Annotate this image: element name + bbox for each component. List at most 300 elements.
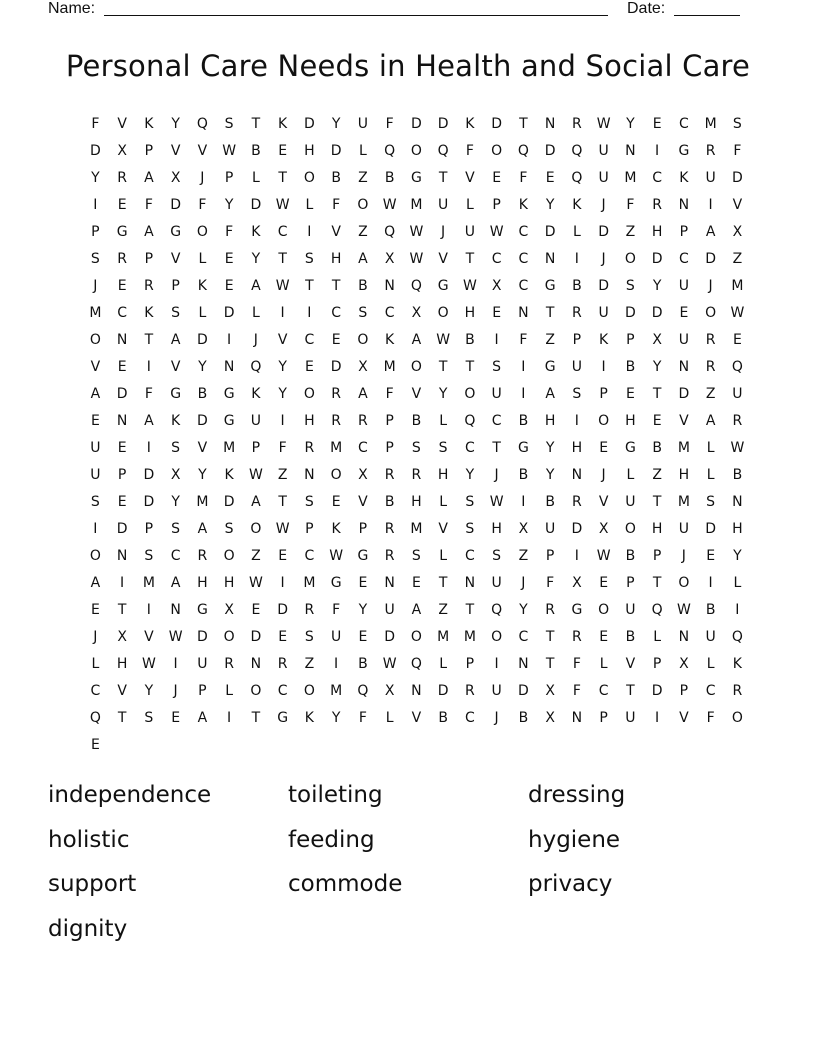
grid-cell: D [223,494,235,510]
grid-cell: Y [224,197,234,213]
grid-cell: A [90,575,101,591]
grid-cell: X [572,575,582,591]
grid-cell: D [678,386,690,402]
grid-cell: O [410,143,422,159]
grid-cell: X [384,683,395,699]
grid-cell: U [545,521,556,537]
grid-cell: I [521,386,526,402]
grid-cell: U [250,413,261,429]
grid-cell: X [384,251,395,267]
grid-cell: E [171,710,181,726]
grid-cell: F [358,710,367,726]
grid-cell: D [731,170,743,186]
grid-cell: B [358,278,368,294]
grid-cell: X [411,305,422,321]
date-label: Date: [627,0,666,17]
grid-cell: W [382,197,397,213]
grid-cell: E [599,575,609,591]
grid-cell: J [681,548,686,564]
grid-cell: T [278,494,287,510]
grid-cell: R [732,683,743,699]
grid-cell: H [464,305,476,321]
grid-cell: V [411,386,422,402]
grid-cell: U [491,386,502,402]
grid-cell: S [465,521,475,537]
grid-cell: Q [196,116,208,132]
grid-cell: I [655,710,660,726]
grid-cell: N [518,305,529,321]
grid-cell: P [251,440,261,456]
grid-cell: U [678,278,689,294]
grid-cell: B [465,332,475,348]
grid-cell: D [517,683,529,699]
grid-cell: H [304,143,315,159]
grid-cell: U [90,467,101,483]
grid-cell: W [596,116,611,132]
grid-cell: A [411,332,422,348]
grid-cell: C [518,251,529,267]
grid-cell: N [518,656,529,672]
grid-cell: D [223,305,235,321]
grid-cell: S [224,116,234,132]
grid-cell: B [572,278,582,294]
grid-cell: F [572,656,581,672]
grid-cell: F [519,332,528,348]
grid-cell: E [331,494,341,510]
grid-cell: D [544,143,556,159]
word-list [48,779,768,957]
letter-grid [82,111,751,759]
grid-cell: Y [171,116,180,132]
grid-cell: T [465,359,475,375]
grid-cell: I [307,224,312,240]
grid-cell: M [142,575,155,591]
grid-cell: V [411,710,422,726]
grid-cell: I [227,332,232,348]
grid-cell: O [223,548,235,564]
grid-cell: S [732,116,742,132]
grid-cell: O [491,629,503,645]
grid-cell: I [334,656,339,672]
grid-cell: I [574,413,579,429]
grid-cell: Z [518,548,529,564]
grid-cell: G [571,602,583,618]
grid-cell: U [625,602,636,618]
grid-cell: L [91,656,100,672]
grid-cell: V [679,710,689,726]
grid-cell: N [223,359,235,375]
grid-cell: W [489,224,504,240]
grid-cell: X [679,656,689,672]
grid-cell: W [248,467,263,483]
grid-cell: O [464,386,476,402]
grid-cell: A [358,386,368,402]
grid-cell: P [358,521,368,537]
grid-cell: D [143,494,155,510]
grid-cell: Z [705,386,716,402]
grid-cell: B [518,413,529,429]
grid-cell: S [465,494,475,510]
grid-cell: O [705,305,717,321]
grid-cell: R [384,548,395,564]
grid-cell: I [173,656,178,672]
grid-cell: O [303,386,315,402]
grid-cell: J [708,278,713,294]
grid-cell: S [625,278,635,294]
grid-cell: A [251,494,261,510]
grid-cell: M [330,683,343,699]
grid-cell: U [571,359,582,375]
grid-cell: D [330,359,342,375]
grid-cell: W [382,656,397,672]
grid-cell: B [518,467,529,483]
grid-cell: W [730,440,745,456]
grid-cell: P [91,224,100,240]
grid-cell: Q [250,359,262,375]
grid-cell: L [653,629,662,645]
grid-cell: J [601,467,606,483]
grid-cell: H [651,224,663,240]
grid-cell: R [465,683,475,699]
grid-cell: V [438,251,448,267]
grid-cell: Y [465,467,475,483]
grid-cell: S [304,629,314,645]
grid-cell: R [572,116,582,132]
grid-cell: Y [198,467,207,483]
grid-cell: S [90,494,100,510]
grid-cell: O [303,683,315,699]
grid-cell: V [170,143,181,159]
grid-cell: I [120,575,125,591]
grid-cell: Q [571,143,583,159]
grid-cell: H [678,467,690,483]
grid-cell: M [383,359,396,375]
grid-cell: K [144,305,154,321]
grid-cell: S [492,548,502,564]
grid-cell: G [330,575,342,591]
grid-cell: Y [251,251,261,267]
grid-cell: P [385,440,394,456]
word-list-item: holistic [48,826,130,853]
grid-cell: R [224,656,234,672]
grid-cell: K [171,413,181,429]
grid-cell: C [491,251,502,267]
grid-cell: V [117,116,127,132]
grid-cell: Q [517,143,529,159]
grid-cell: F [572,683,581,699]
grid-cell: T [652,494,662,510]
grid-cell: V [170,359,181,375]
grid-cell: Y [519,602,528,618]
grid-cell: N [304,467,315,483]
grid-cell: P [305,521,314,537]
grid-cell: L [305,197,314,213]
grid-cell: O [89,548,101,564]
grid-cell: T [438,170,448,186]
grid-cell: M [410,521,423,537]
grid-cell: E [706,548,716,564]
grid-cell: K [572,197,582,213]
grid-cell: O [598,602,610,618]
grid-cell: H [330,251,342,267]
grid-cell: N [384,575,395,591]
grid-cell: Y [545,197,555,213]
grid-cell: R [144,278,154,294]
grid-cell: T [278,251,287,267]
grid-cell: E [251,602,261,618]
grid-cell: J [200,170,205,186]
grid-cell: W [436,332,451,348]
grid-cell: K [144,116,154,132]
grid-cell: D [544,224,556,240]
grid-cell: U [331,629,342,645]
grid-cell: K [679,170,689,186]
grid-cell: P [144,251,154,267]
grid-cell: P [545,548,555,564]
grid-cell: N [544,116,556,132]
date-field-line[interactable] [674,15,740,16]
grid-cell: F [706,710,715,726]
word-list-item: hygiene [528,826,621,853]
grid-cell: L [251,305,260,321]
grid-cell: Y [171,494,180,510]
grid-cell: G [116,224,128,240]
grid-cell: W [489,494,504,510]
grid-cell: P [679,224,689,240]
grid-cell: L [225,683,234,699]
grid-cell: E [224,251,234,267]
grid-cell: Y [331,710,341,726]
grid-cell: U [625,494,636,510]
grid-cell: T [117,602,127,618]
grid-cell: G [277,710,289,726]
grid-cell: M [223,440,236,456]
grid-cell: C [464,710,475,726]
grid-cell: A [545,386,555,402]
grid-cell: W [248,575,263,591]
grid-cell: V [625,656,636,672]
grid-cell: I [735,602,740,618]
grid-cell: M [196,494,209,510]
grid-cell: V [117,683,127,699]
grid-cell: O [250,521,262,537]
grid-cell: D [196,332,208,348]
grid-cell: R [331,386,341,402]
word-list-item: independence [48,782,212,808]
grid-cell: J [253,332,258,348]
grid-cell: X [598,521,609,537]
grid-cell: E [278,629,288,645]
grid-cell: T [545,629,555,645]
grid-cell: D [571,521,583,537]
grid-cell: R [117,251,127,267]
grid-cell: R [358,413,368,429]
grid-cell: E [358,575,368,591]
grid-cell: E [625,386,635,402]
name-label: Name: [48,0,96,17]
grid-cell: M [704,116,717,132]
grid-cell: S [304,494,314,510]
grid-cell: F [546,575,555,591]
grid-cell: S [358,305,368,321]
grid-cell: I [146,440,151,456]
grid-cell: B [705,602,716,618]
grid-cell: N [116,548,128,564]
grid-cell: E [599,440,609,456]
grid-cell: O [678,575,690,591]
grid-cell: F [519,170,528,186]
grid-cell: S [144,710,154,726]
grid-cell: V [598,494,609,510]
grid-cell: P [198,683,207,699]
grid-cell: S [224,521,234,537]
grid-cell: B [652,440,662,456]
name-field-line[interactable] [104,15,608,16]
grid-cell: O [250,683,262,699]
grid-cell: U [598,305,609,321]
grid-cell: G [196,602,208,618]
grid-cell: R [384,521,395,537]
grid-cell: T [545,305,555,321]
grid-cell: N [571,467,583,483]
grid-cell: U [678,332,689,348]
grid-cell: C [678,116,689,132]
grid-cell: X [117,629,127,645]
grid-cell: U [598,170,609,186]
grid-cell: H [491,521,502,537]
grid-cell: N [678,629,690,645]
grid-cell: S [171,440,181,456]
word-list-item: toileting [288,782,383,808]
grid-cell: D [437,116,449,132]
grid-cell: V [732,197,743,213]
grid-cell: L [572,224,581,240]
word-list-item: commode [288,871,403,897]
grid-cell: G [170,224,182,240]
grid-cell: G [517,440,529,456]
grid-cell: N [116,413,128,429]
grid-cell: D [437,683,449,699]
grid-cell: Z [545,332,555,348]
grid-cell: U [705,170,716,186]
grid-cell: A [90,386,101,402]
grid-cell: A [358,251,368,267]
grid-cell: R [572,629,582,645]
grid-cell: Q [571,170,583,186]
grid-cell: Y [278,359,287,375]
grid-cell: O [89,332,101,348]
grid-cell: K [278,116,288,132]
grid-cell: W [222,143,237,159]
grid-cell: C [117,305,128,321]
grid-cell: P [626,332,635,348]
grid-cell: I [574,548,579,564]
grid-cell: R [331,413,341,429]
grid-cell: Y [545,440,555,456]
grid-cell: F [91,116,100,132]
grid-cell: D [250,197,262,213]
grid-cell: T [545,656,555,672]
grid-cell: I [146,602,151,618]
grid-cell: X [170,170,181,186]
grid-cell: L [198,251,207,267]
grid-cell: T [251,710,261,726]
grid-cell: V [197,440,208,456]
grid-cell: W [730,305,745,321]
grid-cell: F [385,386,394,402]
grid-cell: R [197,548,208,564]
grid-cell: U [705,629,716,645]
grid-cell: U [732,386,743,402]
grid-cell: T [331,278,341,294]
grid-cell: E [411,575,421,591]
grid-cell: T [117,710,127,726]
grid-cell: U [464,224,475,240]
grid-cell: D [384,629,396,645]
grid-cell: N [116,332,128,348]
grid-cell: B [438,710,448,726]
grid-cell: I [521,359,526,375]
grid-cell: X [545,710,555,726]
grid-cell: G [357,548,369,564]
grid-cell: E [117,197,127,213]
grid-cell: V [438,521,448,537]
grid-cell: B [732,467,743,483]
grid-cell: L [733,575,742,591]
grid-cell: C [357,440,368,456]
grid-cell: A [170,575,181,591]
grid-cell: S [492,359,502,375]
grid-cell: E [117,359,127,375]
grid-cell: Y [438,386,448,402]
grid-cell: I [574,251,579,267]
grid-cell: R [277,656,288,672]
grid-cell: X [518,521,529,537]
grid-cell: E [117,278,127,294]
grid-cell: A [197,710,208,726]
grid-cell: N [464,575,476,591]
grid-cell: X [652,332,662,348]
grid-cell: L [358,143,367,159]
grid-cell: U [491,575,502,591]
grid-cell: V [679,413,689,429]
grid-cell: O [437,305,449,321]
grid-cell: L [706,440,715,456]
grid-cell: R [705,332,716,348]
grid-cell: Z [438,602,448,618]
grid-cell: J [494,467,499,483]
grid-cell: R [545,602,555,618]
grid-cell: C [170,548,181,564]
grid-cell: Q [384,224,396,240]
grid-cell: W [141,656,156,672]
grid-cell: D [250,629,262,645]
grid-cell: C [331,305,342,321]
grid-cell: I [601,359,606,375]
grid-cell: R [652,197,662,213]
grid-cell: A [144,413,154,429]
grid-cell: H [625,413,636,429]
grid-cell: H [223,575,235,591]
grid-cell: O [410,359,422,375]
grid-cell: G [223,413,235,429]
grid-cell: X [117,143,127,159]
grid-cell: R [705,143,716,159]
grid-cell: S [572,386,582,402]
grid-cell: M [677,440,690,456]
grid-cell: O [303,170,315,186]
grid-cell: H [571,440,583,456]
